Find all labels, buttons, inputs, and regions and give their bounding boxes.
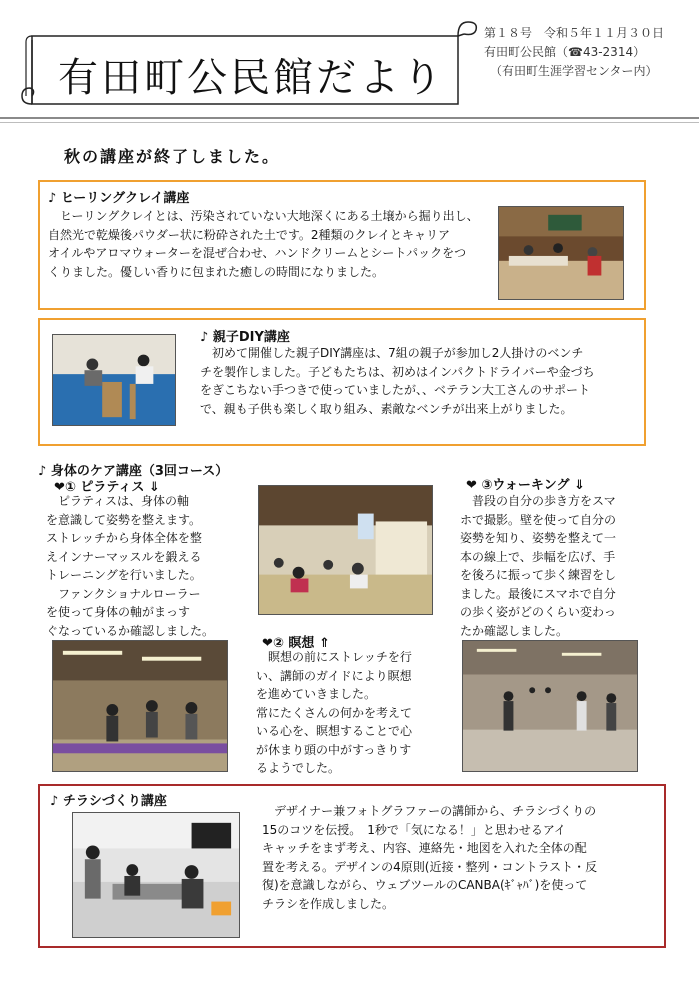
diy-title: ♪ 親子DIY講座 [200, 330, 290, 345]
diy-photo [52, 334, 176, 426]
meditation-text: 瞑想の前にストレッチを行 い、講師のガイドにより瞑想 を進めていきました。 常にたくさんの何かを考えて いる心を、瞑想することで心 が休まり頭の中がすっきりす るようでした。 [256, 650, 413, 775]
bodycare-title: ♪ 身体のケア講座（3回コース） [38, 464, 229, 479]
main-heading: 秋の講座が終了しました。 [64, 147, 281, 166]
diy-text: 初めて開催した親子DIY講座は、7組の親子が参加し2人掛けのベンチ チを製作しました。子どもたちは、初めはインパクトドライバーや金づち をぎこちない手つきで使っていましたが、、ベテラン大工さんのサポート で、親も子供も楽しく取り組み、素敵なベンチが出来上がりました。 [200, 346, 595, 416]
header-divider-thin [0, 122, 699, 123]
flyer-title: ♪ チラシづくり講座 [50, 794, 167, 809]
issue-info [484, 24, 664, 81]
healing-clay-title: ♪ ヒーリングクレイ講座 [48, 191, 190, 206]
newsletter-title: 有田町公民館だより [58, 55, 445, 101]
pilates-photo [52, 640, 228, 772]
header-divider [0, 117, 699, 119]
diy-section [38, 318, 646, 446]
healing-clay-text: ヒーリングクレイとは、汚染されていない大地深くにある土壌から掘り出し、 自然光で乾燥後パウダー状に粉砕された土です。2種類のクレイとキャリア オイルやアロマウォーターを混ぜ合わせ、ハンドクリームとシートパックをつ くりました。優しい香りに包まれた癒しの時間になりました。 [48, 209, 479, 279]
issue-number-date: 第１８号 令和５年１１月３０日 [484, 26, 665, 40]
publisher: 有田町公民館（☎43-2314） [484, 45, 646, 59]
healing-clay-section [38, 180, 646, 310]
pilates-text: ピラティスは、身体の軸 を意識して姿勢を整えます。 ストレッチから身体全体を整 えインナーマッスルを鍛える トレーニングを行いました。 ファンクショナルローラー を使って身体の軸がまっす ぐなっているか確認しました。 [46, 494, 215, 638]
meditation-title: ❤② 瞑想 ⇑ [262, 636, 330, 651]
flyer-section [38, 784, 666, 948]
flyer-photo [72, 812, 240, 938]
meditation-room-photo [258, 485, 433, 615]
walking-title: ❤ ③ウォーキング ⇓ [466, 478, 585, 493]
publisher-sub: （有田町生涯学習センター内） [490, 64, 658, 78]
pilates-title: ❤① ピラティス ⇓ [54, 480, 160, 495]
title-banner [18, 10, 478, 110]
healing-clay-photo [498, 206, 624, 300]
walking-text: 普段の自分の歩き方をスマ ホで撮影。壁を使って自分の 姿勢を知り、姿勢を整えて一 本の線上で、歩幅を広げ、手 を後ろに振って歩く練習をし ました。最後にスマホで自分 の歩く姿がどのくらい変わっ たか確認しました。 [460, 494, 617, 638]
flyer-text: デザイナー兼フォトグラファーの講師から、チラシづくりの 15のコツを伝授。 1秒で「気になる！」と思わせるアイ キャッチをまず考え、内容、連絡先・地図を入れた全体の配 置を考える。デザインの4原則(近接・整列・コントラスト・反 復)を意識しながら、ウェブツールのCANBA(ｷﾞｬﾊﾞ)を使って チラシを作成しました。 [262, 804, 598, 911]
walking-photo [462, 640, 638, 772]
